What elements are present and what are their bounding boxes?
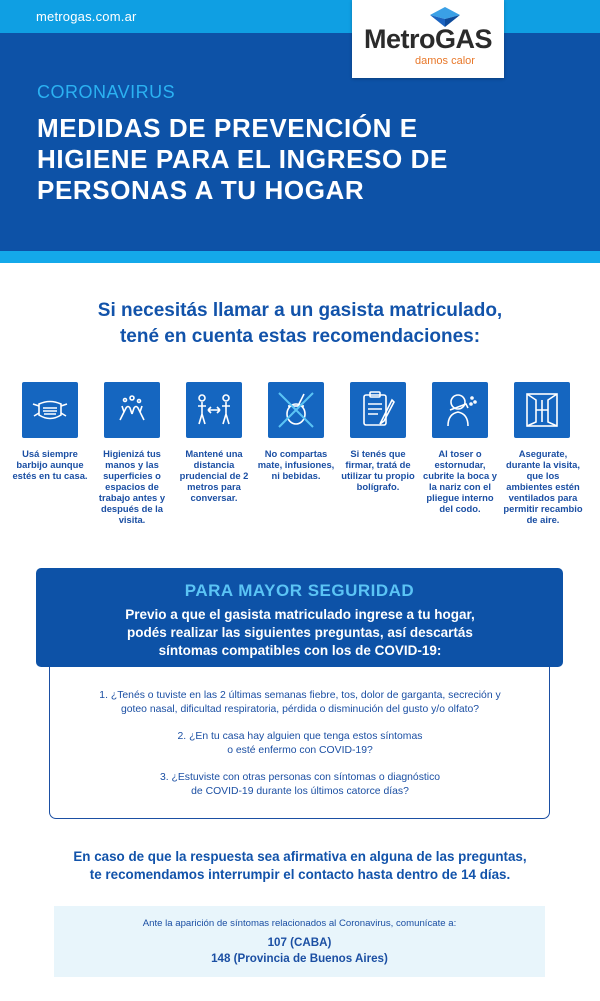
warning-text [40,848,560,884]
no-sharing-mate-icon [268,382,324,438]
face-mask-icon [22,382,78,438]
website-url[interactable]: metrogas.com.ar [36,9,137,24]
security-line-1: Previo a que el gasista matriculado ingrese a tu hogar, [125,607,475,622]
question-3-line-2: de COVID-19 durante los últimos catorce días? [191,785,409,797]
question-2 [60,730,540,757]
security-description [50,606,550,660]
recommendation-caption-distance: Mantené una distancia prudencial de 2 metros para conversar. [179,448,249,503]
logo-wordmark: MetroGAS [363,24,492,54]
logo-tagline: damos calor [415,55,475,67]
security-title: PARA MAYOR SEGURIDAD [184,581,415,600]
recommendation-caption-window: Asegurate, durante la visita, que los ambientes estén ventilados para permitir recambio de aire. [503,448,583,525]
recommendation-caption-cough: Al toser o estornudar, cubrite la boca y la nariz con el pliegue interno del codo. [423,448,497,514]
recommendation-caption-hands: Higienizá tus manos y las superficies o espacios de trabajo antes y después de la visita. [98,448,166,525]
page-title: MEDIDAS DE PREVENCIÓN E HIGIENE PARA EL INGRESO DE PERSONAS A TU HOGAR [37,113,448,205]
security-line-3: síntomas compatibles con los de COVID-19: [158,643,442,658]
recommendation-caption-mask: Usá siempre barbijo aunque estés en tu casa. [12,448,88,481]
question-1-line-1: 1. ¿Tenés o tuviste en las 2 últimas semanas fiebre, tos, dolor de garganta, secreción y [99,690,501,701]
clipboard-pen-icon [350,382,406,438]
hand-washing-icon [104,382,160,438]
warning-line-2: te recomendamos interrumpir el contacto hasta dentro de 14 días. [89,867,511,882]
social-distance-icon [186,382,242,438]
hero-stripe [0,251,600,263]
recommendation-caption-mate: No compartas mate, infusiones, ni bebidas. [257,448,335,481]
warning-line-1: En caso de que la respuesta sea afirmativa en alguna de las preguntas, [73,849,527,864]
metrogas-logo[interactable] [352,0,504,78]
intro-text [40,298,560,350]
contact-lead: Ante la aparición de síntomas relacionados al Coronavirus, comunícate a: [142,918,457,929]
question-3 [60,771,540,798]
section-kicker: CORONAVIRUS [37,82,176,102]
intro-line-2: tené en cuenta estas recomendaciones: [119,326,481,347]
recommendation-caption-pen: Si tenés que firmar, tratá de utilizar tu propio bolígrafo. [341,448,415,492]
security-line-2: podés realizar las siguientes preguntas, así descartás [127,625,473,640]
question-1-line-2: goteo nasal, dificultad respiratoria, pérdida o disminución del gusto y/o olfato? [120,703,480,715]
cough-elbow-icon [432,382,488,438]
phone-caba[interactable]: 107 (CABA) [267,936,332,949]
question-1 [60,689,540,716]
question-3-line-1: 3. ¿Estuviste con otras personas con síntomas o diagnóstico [159,772,441,783]
question-2-line-1: 2. ¿En tu casa hay alguien que tenga estos síntomas [177,731,423,742]
question-2-line-2: o esté enfermo con COVID-19? [227,744,373,756]
open-window-icon [514,382,570,438]
intro-line-1: Si necesitás llamar a un gasista matriculado, [97,300,503,321]
phone-buenos-aires[interactable]: 148 (Provincia de Buenos Aires) [211,952,388,965]
